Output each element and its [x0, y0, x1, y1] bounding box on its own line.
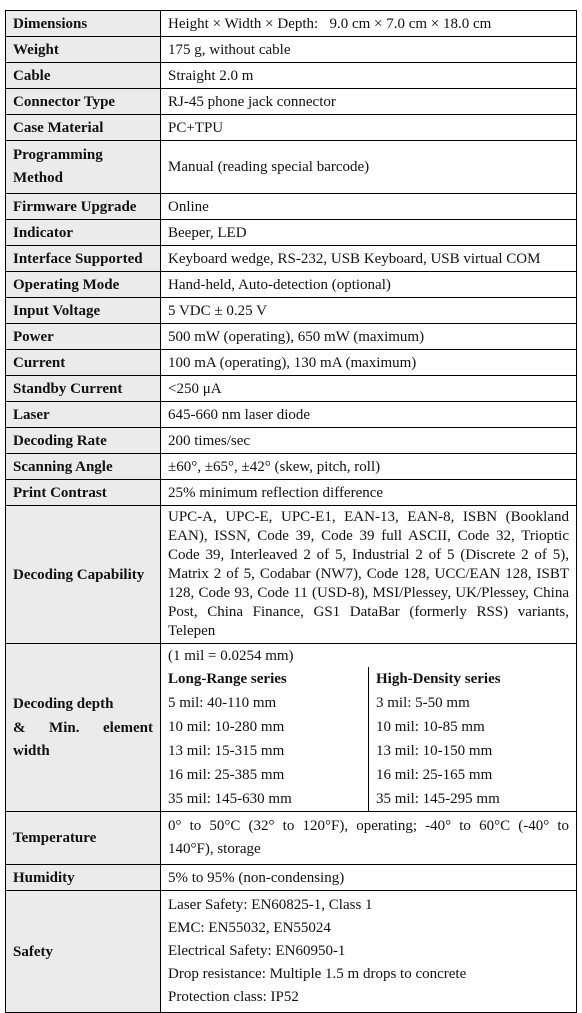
row-weight [6, 37, 577, 63]
high-density-item: 16 mil: 25-165 mm [369, 763, 577, 787]
row-current [6, 350, 577, 376]
depth-note: (1 mil = 0.0254 mm) [168, 648, 294, 664]
row-capability [6, 506, 577, 644]
long-range-item: 35 mil: 145-630 mm [168, 791, 292, 807]
label-programming: Programming Method [6, 141, 161, 194]
row-contrast [6, 480, 577, 506]
label-depth [6, 644, 161, 812]
label-indicator: Indicator [6, 220, 161, 246]
value-depth [161, 644, 577, 812]
high-density-item: 35 mil: 145-295 mm [369, 787, 577, 811]
value-standby: <250 μA [161, 376, 577, 402]
value-laser: 645-660 nm laser diode [161, 402, 577, 428]
high-density-item: 13 mil: 10-150 mm [369, 739, 577, 763]
row-rate [6, 428, 577, 454]
long-range-item: 10 mil: 10-280 mm [168, 719, 285, 735]
high-density-item: 3 mil: 5-50 mm [369, 691, 577, 715]
row-angle [6, 454, 577, 480]
value-weight: 175 g, without cable [161, 37, 577, 63]
row-interface [6, 246, 577, 272]
row-programming [6, 141, 577, 194]
label-safety: Safety [6, 891, 161, 1013]
row-mode [6, 272, 577, 298]
label-weight: Weight [6, 37, 161, 63]
label-voltage: Input Voltage [6, 298, 161, 324]
value-mode: Hand-held, Auto-detection (optional) [161, 272, 577, 298]
value-angle: ±60°, ±65°, ±42° (skew, pitch, roll) [161, 454, 577, 480]
value-case: PC+TPU [161, 115, 577, 141]
row-cable [6, 63, 577, 89]
high-density-title: High-Density series [369, 667, 577, 691]
row-case [6, 115, 577, 141]
row-power [6, 324, 577, 350]
label-current: Current [6, 350, 161, 376]
spec-table [5, 10, 577, 1013]
value-programming: Manual (reading special barcode) [161, 141, 577, 194]
row-temperature [6, 812, 577, 865]
label-laser: Laser [6, 402, 161, 428]
value-current: 100 mA (operating), 130 mA (maximum) [161, 350, 577, 376]
label-connector: Connector Type [6, 89, 161, 115]
value-interface: Keyboard wedge, RS-232, USB Keyboard, USB virtual COM [161, 246, 577, 272]
value-connector: RJ-45 phone jack connector [161, 89, 577, 115]
label-rate: Decoding Rate [6, 428, 161, 454]
long-range-title: Long-Range series [168, 671, 287, 687]
label-standby: Standby Current [6, 376, 161, 402]
row-humidity [6, 865, 577, 891]
label-temperature: Temperature [6, 812, 161, 865]
safety-item: Drop resistance: Multiple 1.5 m drops to concrete [168, 966, 467, 982]
label-interface: Interface Supported [6, 246, 161, 272]
row-connector [6, 89, 577, 115]
label-depth-line3: width [13, 742, 50, 759]
value-safety [161, 891, 577, 1013]
label-firmware: Firmware Upgrade [6, 194, 161, 220]
value-contrast: 25% minimum reflection difference [161, 480, 577, 506]
row-standby [6, 376, 577, 402]
row-safety [6, 891, 577, 1013]
value-dimensions: Height × Width × Depth: 9.0 cm × 7.0 cm × 18.0 cm [161, 11, 577, 37]
long-range-item: 16 mil: 25-385 mm [168, 767, 285, 783]
safety-item: EMC: EN55032, EN55024 [168, 920, 331, 936]
label-power: Power [6, 324, 161, 350]
value-indicator: Beeper, LED [161, 220, 577, 246]
value-voltage: 5 VDC ± 0.25 V [161, 298, 577, 324]
label-contrast: Print Contrast [6, 480, 161, 506]
row-depth [6, 644, 577, 812]
row-indicator [6, 220, 577, 246]
label-depth-amp: & [13, 719, 26, 736]
value-capability: UPC-A, UPC-E, UPC-E1, EAN-13, EAN-8, ISBN (Bookland EAN), ISSN, Code 39, Code 39 full ASCII, Code 32, Trioptic Code 39, Interleaved 2 of 5, Industrial 2 of 5 (Discrete 2 of 5), Matrix 2 of 5, Codabar (NW7), Code 128, UCC/EAN 128, ISBT 128, Code 93, Code 11 (USD-8), MSI/Plessey, UK/Plessey, China Post, China Finance, GS1 DataBar (formerly RSS) variants, Telepen [161, 506, 577, 644]
label-capability: Decoding Capability [6, 506, 161, 644]
depth-series-table [161, 667, 576, 811]
label-depth-line1: Decoding depth [13, 695, 114, 712]
label-depth-line2 [13, 716, 153, 740]
row-dimensions [6, 11, 577, 37]
label-mode: Operating Mode [6, 272, 161, 298]
label-cable: Cable [6, 63, 161, 89]
label-case: Case Material [6, 115, 161, 141]
value-humidity: 5% to 95% (non-condensing) [161, 865, 577, 891]
safety-item: Laser Safety: EN60825-1, Class 1 [168, 897, 373, 913]
row-voltage [6, 298, 577, 324]
value-rate: 200 times/sec [161, 428, 577, 454]
long-range-item: 5 mil: 40-110 mm [168, 695, 277, 711]
row-firmware [6, 194, 577, 220]
value-firmware: Online [161, 194, 577, 220]
safety-item: Electrical Safety: EN60950-1 [168, 943, 346, 959]
high-density-item: 10 mil: 10-85 mm [369, 715, 577, 739]
label-angle: Scanning Angle [6, 454, 161, 480]
long-range-item: 13 mil: 15-315 mm [168, 743, 285, 759]
safety-item: Protection class: IP52 [168, 989, 299, 1005]
label-depth-min: Min. [49, 719, 80, 736]
value-cable: Straight 2.0 m [161, 63, 577, 89]
value-power: 500 mW (operating), 650 mW (maximum) [161, 324, 577, 350]
label-dimensions: Dimensions [6, 11, 161, 37]
label-humidity: Humidity [6, 865, 161, 891]
value-temperature: 0° to 50°C (32° to 120°F), operating; -40° to 60°C (-40° to 140°F), storage [161, 812, 577, 865]
label-depth-element: element [103, 719, 153, 736]
row-laser [6, 402, 577, 428]
